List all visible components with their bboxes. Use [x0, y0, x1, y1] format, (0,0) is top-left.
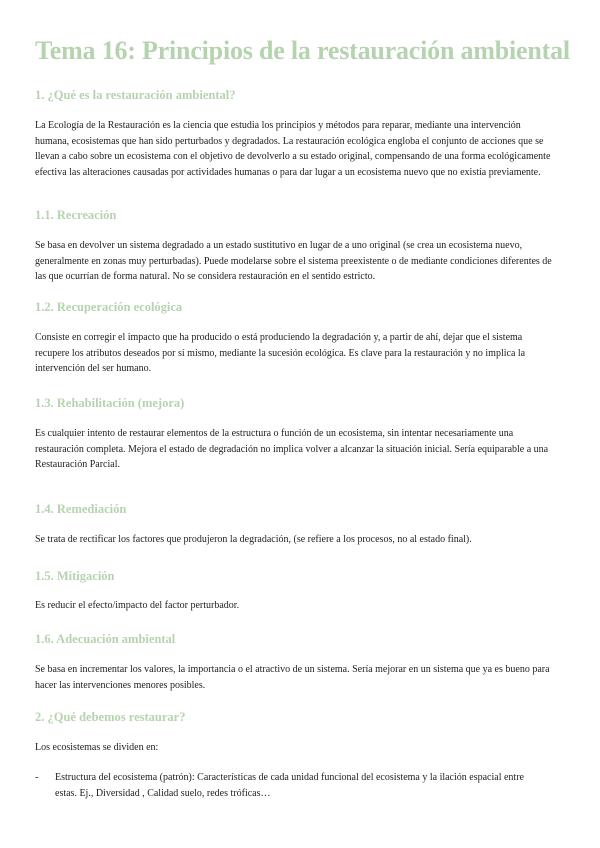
section-heading-1-3: 1.3. Rehabilitación (mejora): [35, 396, 185, 410]
section-text-1-2: Consiste en corregir el impacto que ha producido o está produciendo la degradación y, a partir de ahí, dejar que el sistema recupere los atributos deseados por sí mismo, mediante la sucesión ecológica. Es clave para la restauración y no implica la intervención del ser humano.: [35, 332, 526, 374]
section-text-1-5: Es reducir el efecto/impacto del factor perturbador.: [35, 600, 240, 611]
section-heading-1-5: 1.5. Mitigación: [35, 569, 115, 583]
page-title: Tema 16: Principios de la restauración ambiental: [35, 36, 570, 65]
section-text-1-4: Se trata de rectificar los factores que produjeron la degradación, (se refiere a los procesos, no al estado final).: [35, 534, 472, 545]
list-item-text: Estructura del ecosistema (patrón): Características de cada unidad funcional del ecosistema y la ilación espacial entre estas. Ej., Diversidad , Calidad suelo, redes tróficas…: [55, 772, 524, 799]
section-heading-1-4: 1.4. Remediación: [35, 502, 127, 516]
section-heading-1-2: 1.2. Recuperación ecológica: [35, 300, 183, 314]
section-text-1: La Ecología de la Restauración es la ciencia que estudia los principios y métodos para reparar, mediante una intervención humana, ecosistemas que han sido perturbados y degradados. La restauración ecológica engloba el conjunto de acciones que se llevan a cabo sobre un ecosistema con el objetivo de devolverlo a su estado original, compensando de una forma ecológicamente efectiva las alteraciones causadas por actividades humanas o para dar lugar a un ecosistema nuevo que no existía previamente.: [35, 120, 551, 178]
section-text-1-1: Se basa en devolver un sistema degradado a un estado sustitutivo en lugar de a uno original (se crea un ecosistema nuevo, generalmente en zonas muy perturbadas). Puede modelarse sobre el sistema preexistente o de mediante condiciones diferentes de las que ocurrían de forma natural. No se considera restauración en el sentido estricto.: [35, 240, 552, 282]
section-heading-1: 1. ¿Qué es la restauración ambiental?: [35, 88, 236, 102]
list-item: [35, 770, 535, 801]
section-text-1-6: Se basa en incrementar los valores, la importancia o el atractivo de un sistema. Sería mejorar en un sistema que ya es bueno para hacer las intervenciones menores posibles.: [35, 664, 550, 691]
section-text-2: Los ecosistemas se dividen en:: [35, 742, 159, 753]
section-heading-2: 2. ¿Qué debemos restaurar?: [35, 710, 186, 724]
section-heading-1-6: 1.6. Adecuación ambiental: [35, 632, 176, 646]
section-text-1-3: Es cualquier intento de restaurar elementos de la estructura o función de un ecosistema, sin intentar necesariamente una restauración completa. Mejora el estado de degradación no implica volver a alcanzar la situación inicial. Sería equiparable a una Restauración Parcial.: [35, 428, 549, 470]
section-heading-1-1: 1.1. Recreación: [35, 208, 117, 222]
list-marker: -: [35, 772, 39, 783]
